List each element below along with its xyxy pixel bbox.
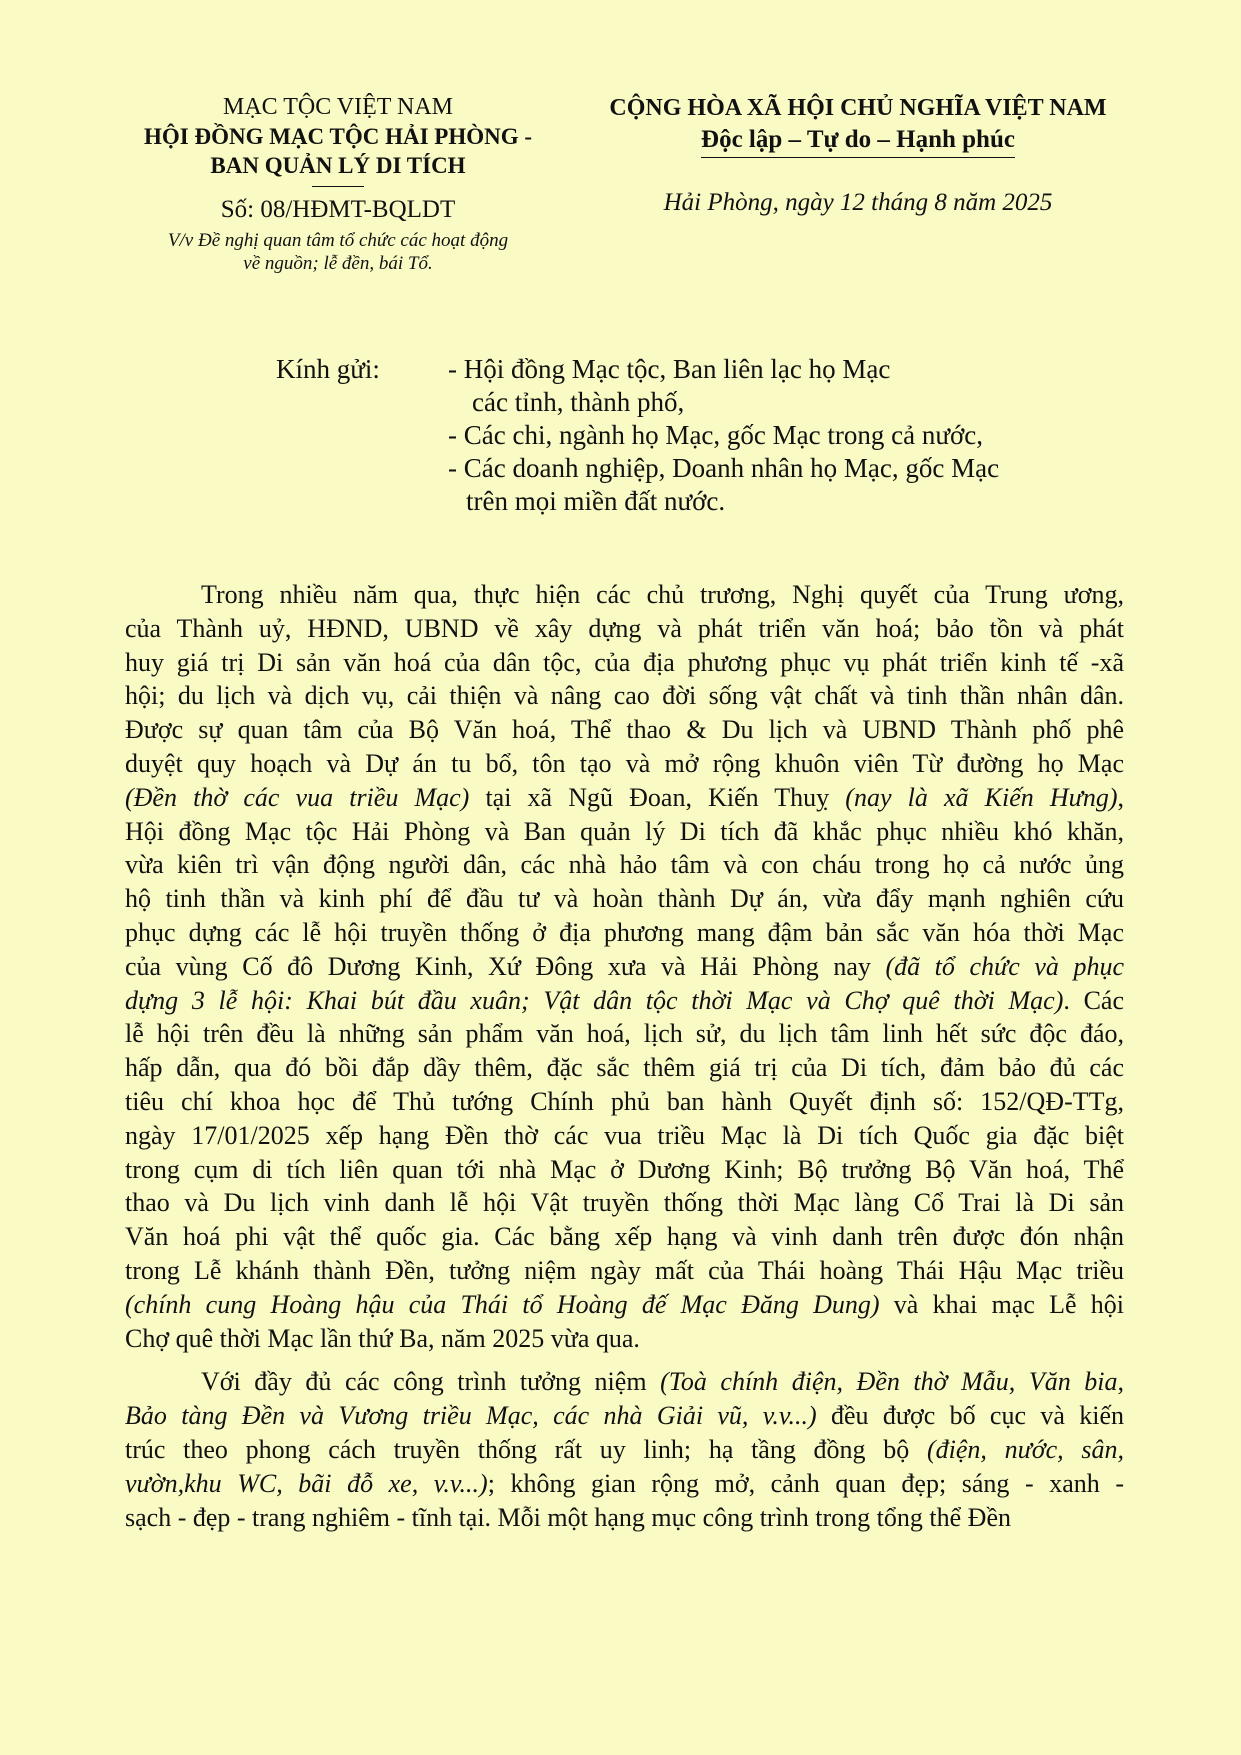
body-text-line <box>125 916 1124 950</box>
italic-text-segment: (điện, nước, sân, <box>926 1434 1124 1464</box>
italic-text-segment: (Đền thờ các vua triều Mạc) <box>125 782 470 812</box>
body-text-line <box>125 1254 1124 1288</box>
issuer-header <box>118 92 558 275</box>
text-segment: Với đầy đủ các công trình tưởng niệm <box>201 1367 661 1397</box>
text-segment: Hội đồng Mạc tộc Hải Phòng và Ban quản lý Di tích đã khắc phục nhiều khó khăn, <box>125 816 1124 846</box>
body-text-line <box>125 1085 1124 1119</box>
text-segment: Văn hoá phi vật thể quốc gia. Các bằng xếp hạng và vinh danh trên được đón nhận <box>125 1222 1124 1252</box>
body-text-line <box>125 1433 1124 1467</box>
text-segment: hội; du lịch và dịch vụ, cải thiện và nâng cao đời sống vật chất và tinh thần nhân dân. <box>125 681 1124 711</box>
body-text-line <box>125 984 1124 1018</box>
italic-text-segment: (Toà chính điện, Đền thờ Mẫu, Văn bia, <box>660 1367 1124 1397</box>
text-segment: trong Lễ khánh thành Đền, tưởng niệm ngày mất của Thái hoàng Thái Hậu Mạc triều <box>125 1255 1124 1285</box>
text-segment: đều được bố cục và kiến <box>816 1401 1124 1431</box>
body-text-line <box>125 882 1124 916</box>
recipient-line: trên mọi miền đất nước. <box>466 486 726 516</box>
text-segment: Trong nhiều năm qua, thực hiện các chủ trương, Nghị quyết của Trung ương, <box>201 580 1124 609</box>
text-segment: Được sự quan tâm của Bộ Văn hoá, Thể thao & Du lịch và UBND Thành phố phê <box>125 715 1124 745</box>
body-text-line <box>125 1186 1124 1220</box>
text-segment: hấp dẫn, qua đó bồi đắp dầy thêm, đặc sắc thêm giá trị của Di tích, đảm bảo đủ các <box>125 1053 1124 1083</box>
issuer-parent-org: MẠC TỘC VIỆT NAM <box>222 94 454 120</box>
document-subject <box>118 229 558 275</box>
issuer-org-line1: HỘI ĐỒNG MẠC TỘC HẢI PHÒNG - <box>143 124 533 149</box>
body-text-line <box>125 578 1124 612</box>
issuer-divider <box>312 186 364 187</box>
recipient-line: - Các chi, ngành họ Mạc, gốc Mạc trong cả nước, <box>448 420 983 450</box>
recipient-line: - Các doanh nghiệp, Doanh nhân họ Mạc, gốc Mạc <box>448 453 1000 483</box>
body-text-line <box>125 1322 1124 1356</box>
text-segment: hộ tinh thần và kinh phí để đầu tư và hoàn thành Dự án, vừa đẩy mạnh nghiên cứu <box>125 884 1124 914</box>
body-text-line <box>125 612 1124 646</box>
body-text-line <box>125 1119 1124 1153</box>
text-segment: trong cụm di tích liên quan tới nhà Mạc ở Dương Kinh; Bộ trưởng Bộ Văn hoá, Thể <box>125 1154 1124 1184</box>
recipients-list <box>448 353 1098 518</box>
text-segment: của Thành uỷ, HĐND, UBND về xây dựng và phát triển văn hoá; bảo tồn và phát <box>125 613 1124 643</box>
italic-text-segment: Bảo tàng Đền và Vương triều Mạc, các nhà Giải vũ, v.v...) <box>125 1401 817 1431</box>
body-text-line <box>125 815 1124 849</box>
body-text-line <box>125 1220 1124 1254</box>
text-segment: thao và Du lịch vinh danh lễ hội Vật truyền thống thời Mạc làng Cổ Trai là Di sản <box>125 1188 1124 1218</box>
text-segment: Chợ quê thời Mạc lần thứ Ba, năm 2025 vừa qua. <box>125 1323 640 1353</box>
body-text-line <box>125 1288 1124 1322</box>
italic-text-segment: (đã tổ chức và phục <box>885 951 1124 981</box>
body-text-line <box>125 747 1124 781</box>
text-segment: của vùng Cố đô Dương Kinh, Xứ Đông xưa và Hải Phòng nay <box>125 951 886 981</box>
body-text-line <box>125 950 1124 984</box>
body-text-line <box>125 1051 1124 1085</box>
italic-text-segment: (nay là xã Kiến Hưng) <box>845 782 1118 812</box>
country-name: CỘNG HÒA XÃ HỘI CHỦ NGHĨA VIỆT NAM <box>609 95 1107 121</box>
text-segment: tại xã Ngũ Đoan, Kiến Thuỵ <box>469 782 846 812</box>
paragraph-gap <box>125 1355 1124 1365</box>
body-paragraph-1 <box>125 578 1124 1355</box>
body-text-line <box>125 679 1124 713</box>
national-header <box>580 92 1136 218</box>
body-text-line <box>125 1153 1124 1187</box>
text-segment: lễ hội trên đều là những sản phẩm văn hoá, lịch sử, du lịch tâm linh hết sức độc đáo, <box>125 1019 1124 1049</box>
national-motto: Độc lập – Tự do – Hạnh phúc <box>701 124 1015 158</box>
body-text-line <box>125 1467 1124 1501</box>
recipient-line: các tỉnh, thành phố, <box>472 387 685 417</box>
italic-text-segment: (chính cung Hoàng hậu của Thái tổ Hoàng đế Mạc Đăng Dung) <box>125 1289 880 1319</box>
text-segment: tiêu chí khoa học để Thủ tướng Chính phủ ban hành Quyết định số: 152/QĐ-TTg, <box>125 1086 1124 1116</box>
body-text-line <box>125 1365 1124 1399</box>
text-segment: duyệt quy hoạch và Dự án tu bổ, tôn tạo và mở rộng khuôn viên Từ đường họ Mạc <box>125 748 1124 778</box>
body-text-line <box>125 1017 1124 1051</box>
text-segment: phục dựng các lễ hội truyền thống ở địa phương mang đậm bản sắc văn hóa thời Mạc <box>125 917 1124 947</box>
place-and-date: Hải Phòng, ngày 12 tháng 8 năm 2025 <box>663 189 1053 216</box>
issuer-org-line2: BAN QUẢN LÝ DI TÍCH <box>210 153 466 178</box>
text-segment: vừa kiên trì vận động người dân, các nhà hảo tâm và con cháu trong họ cả nước ủng <box>125 850 1124 880</box>
text-segment: sạch - đẹp - trang nghiêm - tĩnh tại. Mỗi một hạng mục công trình trong tổng thể Đền <box>125 1502 1011 1532</box>
body-paragraph-2 <box>125 1365 1124 1534</box>
body-text-line <box>125 646 1124 680</box>
italic-text-segment: vườn,khu WC, bãi đỗ xe, v.v...) <box>125 1468 488 1498</box>
text-segment: và khai mạc Lễ hội <box>879 1289 1124 1319</box>
subject-line-1: V/v Đề nghị quan tâm tổ chức các hoạt động <box>167 230 509 251</box>
body-text-line <box>125 1399 1124 1433</box>
recipients-label: Kính gửi: <box>276 354 380 384</box>
text-segment: . Các <box>1063 985 1125 1015</box>
letter-body <box>125 578 1124 1534</box>
subject-line-2: về nguồn; lễ đền, bái Tổ. <box>243 253 433 274</box>
document-number: Số: 08/HĐMT-BQLDT <box>220 196 456 223</box>
recipient-line: - Hội đồng Mạc tộc, Ban liên lạc họ Mạc <box>448 354 891 384</box>
body-text-line <box>125 713 1124 747</box>
text-segment: ngày 17/01/2025 xếp hạng Đền thờ các vua triều Mạc là Di tích Quốc gia đặc biệt <box>125 1120 1124 1150</box>
text-segment: , <box>1117 782 1124 812</box>
italic-text-segment: dựng 3 lễ hội: Khai bút đầu xuân; Vật dân tộc thời Mạc và Chợ quê thời Mạc) <box>125 985 1064 1015</box>
text-segment: trúc theo phong cách truyền thống rất uy linh; hạ tầng đồng bộ <box>125 1434 927 1464</box>
body-text-line <box>125 781 1124 815</box>
body-text-line <box>125 848 1124 882</box>
body-text-line <box>125 1501 1124 1535</box>
text-segment: ; không gian rộng mở, cảnh quan đẹp; sáng - xanh - <box>487 1468 1124 1498</box>
text-segment: huy giá trị Di sản văn hoá của dân tộc, của địa phương phục vụ phát triển kinh tế -xã <box>125 647 1124 677</box>
